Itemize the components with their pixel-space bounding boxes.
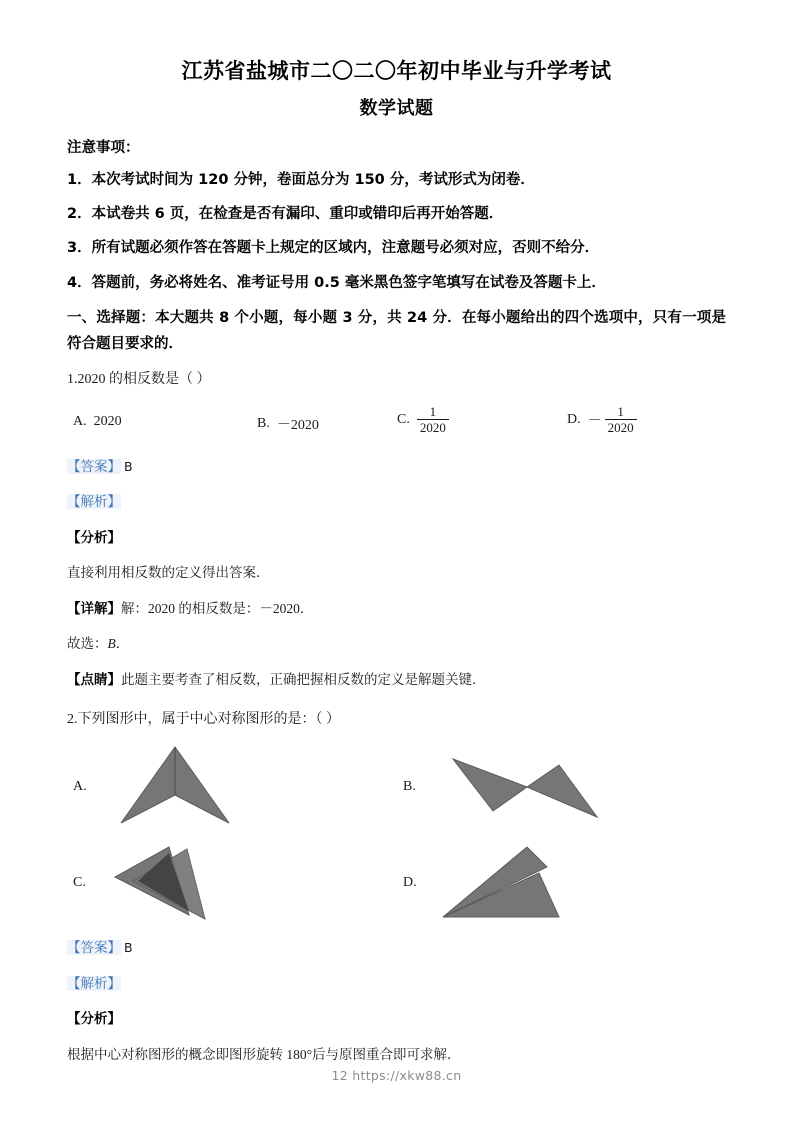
figure-option-b[interactable] bbox=[397, 741, 727, 833]
question-1-choice-value: B bbox=[107, 636, 116, 652]
question-1-analysis-line bbox=[67, 491, 726, 513]
overlapping-triangles-icon bbox=[105, 837, 245, 929]
figure-a-label: A. bbox=[73, 779, 87, 795]
question-1-stem: 1.2020 的相反数是（ ） bbox=[67, 372, 211, 388]
question-2-figures bbox=[67, 741, 726, 931]
option-a[interactable] bbox=[73, 414, 122, 430]
approach-tag: 【分析】 bbox=[67, 1011, 121, 1027]
question-1-detail-text: 解：2020 的相反数是：－2020． bbox=[121, 600, 314, 616]
option-c-fraction bbox=[417, 405, 449, 435]
option-c-denominator: 2020 bbox=[417, 419, 449, 435]
section-header-choice: 一、选择题：本大题共 8 个小题，每小题 3 分，共 24 分．在每小题给出的四个选项中，只有一项是符合题目要求的． bbox=[67, 310, 726, 352]
option-b[interactable] bbox=[257, 414, 319, 434]
question-1-choice-period: ． bbox=[115, 636, 130, 652]
option-d-sign: － bbox=[587, 413, 602, 429]
question-1-choice-text: 故选： bbox=[67, 636, 108, 652]
option-c-label: C. bbox=[397, 411, 410, 427]
option-c-numerator: 1 bbox=[429, 403, 437, 419]
question-1-answer-value: B bbox=[124, 458, 133, 474]
analysis-tag: 【解析】 bbox=[67, 494, 121, 510]
figure-b-label: B. bbox=[403, 779, 416, 795]
figure-c-label: C. bbox=[73, 875, 86, 891]
question-2-answer-line bbox=[67, 937, 726, 959]
detail-tag: 【详解】 bbox=[67, 600, 121, 616]
question-1-answer-line bbox=[67, 456, 726, 478]
question-2-analysis-line bbox=[67, 973, 726, 995]
figure-d-label: D. bbox=[403, 875, 417, 891]
option-a-label: A. bbox=[73, 413, 87, 429]
page-subtitle: 数学试题 bbox=[359, 97, 434, 119]
analysis-tag: 【解析】 bbox=[67, 975, 121, 991]
page-content bbox=[67, 56, 726, 1079]
option-c[interactable] bbox=[397, 405, 449, 435]
figure-option-d[interactable] bbox=[397, 837, 727, 929]
option-a-text: 2020 bbox=[93, 413, 122, 429]
answer-tag: 【答案】 bbox=[67, 458, 121, 474]
option-d-denominator: 2020 bbox=[605, 419, 637, 435]
notice-item-2: 2．本试卷共 6 页，在检查是否有漏印、重印或错印后再开始答题． bbox=[67, 205, 504, 222]
question-1-options bbox=[67, 400, 726, 452]
answer-tag: 【答案】 bbox=[67, 940, 121, 956]
question-1-choice-line bbox=[67, 633, 726, 655]
question-2-approach-line bbox=[67, 1008, 726, 1030]
option-d-label: D. bbox=[567, 411, 581, 427]
question-1-detail-line bbox=[67, 598, 726, 620]
question-1-approach-line bbox=[67, 527, 726, 549]
option-b-label: B. bbox=[257, 415, 270, 431]
notice-item-4: 4．答题前，务必将姓名、准考证号用 0.5 毫米黑色签字笔填写在试卷及答题卡上． bbox=[67, 274, 606, 291]
question-2-stem: 2.下列图形中，属于中心对称图形的是：（ ） bbox=[67, 711, 340, 727]
question-2-approach-text: 根据中心对称图形的概念即图形旋转 180°后与原图重合即可求解． bbox=[67, 1046, 461, 1062]
notice-heading: 注意事项： bbox=[67, 139, 140, 156]
question-2-answer-value: B bbox=[124, 940, 133, 956]
option-b-text: －2020 bbox=[276, 417, 319, 433]
footer-watermark: 12 https://xkw88.cn bbox=[331, 1068, 462, 1083]
notice-item-1: 1．本次考试时间为 120 分钟，卷面总分为 150 分，考试形式为闭卷． bbox=[67, 171, 535, 188]
option-d-numerator: 1 bbox=[617, 403, 624, 419]
option-d-fraction bbox=[605, 405, 637, 435]
page-title: 江苏省盐城市二〇二〇年初中毕业与升学考试 bbox=[181, 59, 612, 83]
option-d[interactable] bbox=[567, 405, 637, 435]
chevron-up-icon bbox=[105, 741, 245, 833]
question-1-approach-text: 直接利用相反数的定义得出答案． bbox=[67, 565, 270, 581]
notice-item-3: 3．所有试题必须作答在答题卡上规定的区域内，注意题号必须对应，否则不给分． bbox=[67, 240, 600, 257]
question-1-insight-line bbox=[67, 669, 726, 691]
approach-tag: 【分析】 bbox=[67, 529, 121, 545]
bowtie-icon bbox=[435, 741, 615, 833]
triangle-fan-icon bbox=[435, 837, 615, 929]
figure-option-c[interactable] bbox=[67, 837, 397, 929]
insight-tag: 【点睛】 bbox=[67, 672, 121, 688]
figure-option-a[interactable] bbox=[67, 741, 397, 833]
question-1-insight-text: 此题主要考查了相反数，正确把握相反数的定义是解题关键． bbox=[121, 672, 486, 688]
